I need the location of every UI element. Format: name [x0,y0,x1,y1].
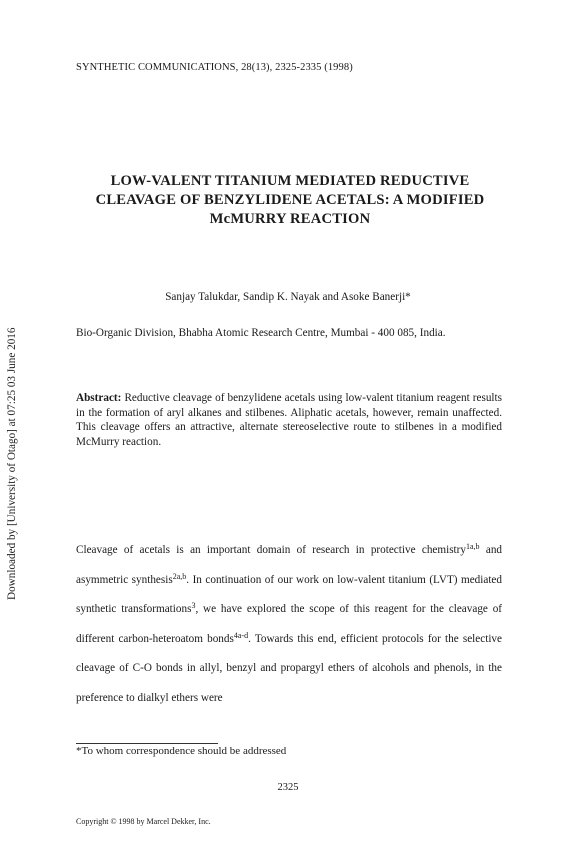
download-watermark: Downloaded by [University of Otago] at 07:25 03 June 2016 [6,327,18,600]
reference-4[interactable]: 4a-d [233,630,249,640]
page-number: 2325 [277,782,299,793]
body-text-3: . In continuation of our work on low-valent titanium (LVT) mediated synthetic transformations [76,573,502,616]
abstract [76,391,502,449]
journal-header: SYNTHETIC COMMUNICATIONS, 28(13), 2325-2335 (1998) [76,62,353,73]
body-paragraph [76,536,502,714]
body-text-1: Cleavage of acetals is an important domain of research in protective chemistry [76,544,466,556]
footnote-divider [76,743,218,744]
reference-2[interactable]: 2a,b [172,571,187,581]
title-line-3: McMURRY REACTION [209,211,371,227]
article-title [70,172,510,229]
reference-1[interactable]: 1a,b [465,542,480,551]
affiliation: Bio-Organic Division, Bhabha Atomic Research Centre, Mumbai - 400 085, India. [76,327,446,339]
body-text-5: . Towards this end, efficient protocols for the selective cleavage of C-O bonds in allyl, benzyl and propargyl ethers of alcohols and phenols, in the preference to dialkyl ethers were [76,632,502,704]
footnote: *To whom correspondence should be addressed [76,745,287,757]
title-line-2: CLEAVAGE OF BENZYLIDENE ACETALS: A MODIFIED [95,192,485,208]
authors: Sanjay Talukdar, Sandip K. Nayak and Asoke Banerji* [165,291,411,303]
reference-3[interactable]: 3 [191,601,196,611]
abstract-label: Abstract: [76,392,122,404]
title-line-1: LOW-VALENT TITANIUM MEDIATED REDUCTIVE [110,173,470,189]
body-text-2: and asymmetric synthesis [76,544,503,586]
body-text-4: , we have explored the scope of this reagent for the cleavage of different carbon-heteroatom bonds [76,603,503,645]
abstract-text: Reductive cleavage of benzylidene acetals using low-valent titanium reagent results in the formation of aryl alkanes and stilbenes. Aliphatic acetals, however, remain unaffected. This cleavage offers an attractive, alternate stereoselective route to stilbenes in a modified McMurry reaction. [76,392,502,448]
copyright-notice: Copyright © 1998 by Marcel Dekker, Inc. [76,817,211,826]
